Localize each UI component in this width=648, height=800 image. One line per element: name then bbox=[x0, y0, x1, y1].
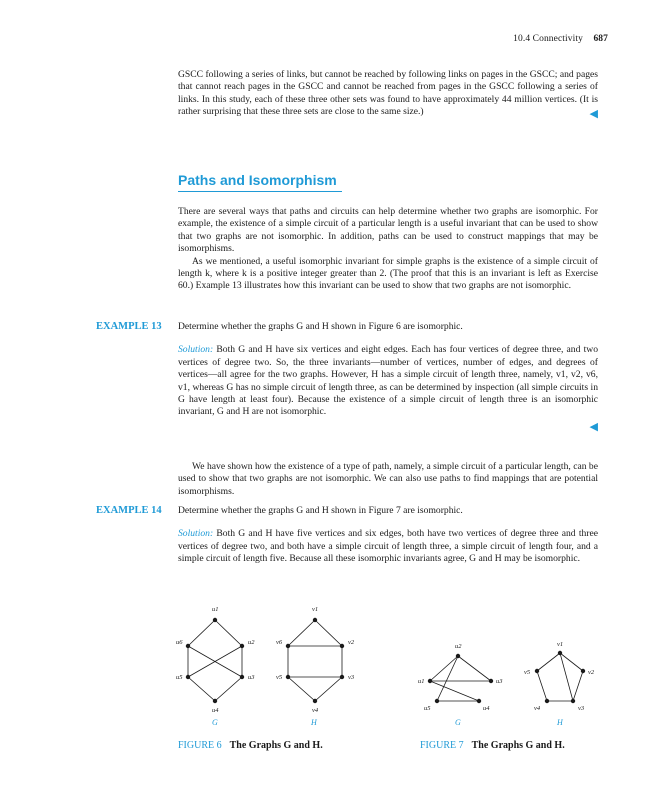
vertex bbox=[213, 699, 217, 703]
figure-6-caption bbox=[178, 740, 323, 751]
edge bbox=[573, 671, 583, 701]
vertex-label: u4 bbox=[483, 705, 490, 712]
vertex-label: u3 bbox=[496, 678, 503, 685]
edge bbox=[560, 653, 583, 671]
vertex-label: u6 bbox=[176, 639, 183, 646]
solution-label: Solution: bbox=[178, 344, 214, 356]
figures-svg bbox=[0, 595, 648, 760]
edge bbox=[537, 671, 547, 701]
vertex-label: v3 bbox=[578, 705, 585, 712]
vertex-label: v3 bbox=[348, 674, 355, 681]
edge bbox=[560, 653, 573, 701]
figure-7-g-name: G bbox=[455, 718, 461, 727]
section-paragraph-1: There are several ways that paths and circuits can help determine whether two graphs are isomorphic. For example, the existence of a simple circuit of a particular length is a useful invariant that can be used to show that two graphs are not isomorphic. In addition, paths can be used to construct mappings that may be isomorphisms. bbox=[178, 206, 598, 255]
vertex-label: u5 bbox=[176, 674, 183, 681]
section-title-rule bbox=[178, 191, 342, 192]
vertex bbox=[286, 675, 290, 679]
figure-6-graph-h bbox=[288, 620, 342, 701]
edge bbox=[288, 677, 315, 701]
vertex bbox=[456, 654, 460, 658]
figure-7-graph-h bbox=[537, 653, 583, 701]
end-of-example-marker-2: ◀ bbox=[589, 421, 598, 433]
edge bbox=[215, 677, 242, 701]
figure-6-g-name: G bbox=[212, 718, 218, 727]
edge bbox=[315, 677, 342, 701]
header-section: 10.4 Connectivity bbox=[513, 34, 583, 44]
vertex bbox=[340, 675, 344, 679]
vertex bbox=[558, 651, 562, 655]
edge bbox=[315, 620, 342, 646]
figure-7-g-labels bbox=[418, 643, 503, 712]
example-13-body bbox=[178, 321, 598, 419]
vertex bbox=[581, 669, 585, 673]
figure-6-g-vertices bbox=[186, 618, 244, 703]
vertex-label: v6 bbox=[276, 639, 283, 646]
vertex bbox=[340, 644, 344, 648]
vertex-label: u5 bbox=[424, 705, 431, 712]
page-number: 687 bbox=[593, 34, 608, 44]
section-paragraph-2: As we mentioned, a useful isomorphic invariant for simple graphs is the existence of a simple circuit of length k, where k is a positive integer greater than 2. (The proof that this is an invariant is left as Exercise 60.) Example 13 illustrates how this invariant can be used to show that two graphs are not isomorphic. bbox=[178, 255, 598, 292]
figure-7-h-vertices bbox=[535, 651, 585, 703]
figure-6-label: FIGURE 6 bbox=[178, 740, 222, 751]
vertex bbox=[435, 699, 439, 703]
edge bbox=[288, 620, 315, 646]
intro-block bbox=[178, 69, 598, 119]
figure-7-caption-text: The Graphs G and H. bbox=[471, 740, 565, 751]
vertex-label: u2 bbox=[455, 643, 462, 650]
vertex bbox=[286, 644, 290, 648]
figure-7-h-name: H bbox=[557, 718, 563, 727]
vertex bbox=[313, 699, 317, 703]
vertex bbox=[477, 699, 481, 703]
vertex bbox=[186, 675, 190, 679]
vertex-label: v2 bbox=[348, 639, 355, 646]
figure-6-h-name: H bbox=[311, 718, 317, 727]
section-body bbox=[178, 206, 598, 293]
vertex-label: v4 bbox=[534, 705, 541, 712]
vertex bbox=[240, 675, 244, 679]
vertex bbox=[186, 644, 190, 648]
bridge-block bbox=[178, 461, 598, 498]
example-14-label: EXAMPLE 14 bbox=[96, 505, 162, 516]
edge bbox=[188, 677, 215, 701]
example-14-solution-text: Both G and H have five vertices and six edges, both have two vertices of degree three and three vertices of degree two, and both have a simple circuit of length three, a simple circuit of length four, and a simple circuit of length five. Because all these isomorphic invariants agree, G and H may be isomorphic. bbox=[178, 528, 598, 565]
vertex bbox=[571, 699, 575, 703]
figure-7-label: FIGURE 7 bbox=[420, 740, 464, 751]
solution-label: Solution: bbox=[178, 528, 214, 540]
vertex bbox=[535, 669, 539, 673]
example-13-question: Determine whether the graphs G and H shown in Figure 6 are isomorphic. bbox=[178, 321, 463, 332]
vertex bbox=[489, 679, 493, 683]
vertex-label: v4 bbox=[312, 707, 319, 714]
intro-paragraph: GSCC following a series of links, but cannot be reached by following links on pages in the GSCC; and pages that cannot reach pages in the GSCC and cannot be reached from pages in the GSCC following a series of links. In this study, each of these three other sets was found to have approximately 44 million vertices. (It is rather surprising that these three sets are close to the same size.) bbox=[178, 69, 598, 118]
example-13-solution bbox=[178, 344, 598, 418]
section-title: Paths and Isomorphism bbox=[178, 172, 337, 188]
vertex-label: u3 bbox=[248, 674, 255, 681]
vertex-label: u1 bbox=[418, 678, 425, 685]
vertex-label: v2 bbox=[588, 669, 595, 676]
vertex-label: u1 bbox=[212, 606, 219, 613]
example-13-solution-text: Both G and H have six vertices and eight edges. Each has four vertices of degree three, and two vertices of degree two. So, the three invariants—number of vertices, number of edges, and degrees of vertices—all agree for the two graphs. However, H has a simple circuit of length three, namely, v1, v2, v6, v1, whereas G has no simple circuit of length three, as can be determined by inspection (all simple circuits in G have length at least four). Because the existence of a simple circuit of length three is an isomorphic invariant, G and H are not isomorphic. bbox=[178, 344, 598, 418]
figure-6-graph-g bbox=[188, 620, 242, 701]
edge bbox=[437, 656, 458, 701]
vertex bbox=[213, 618, 217, 622]
vertex-label: u2 bbox=[248, 639, 255, 646]
running-header bbox=[513, 34, 608, 44]
vertex bbox=[545, 699, 549, 703]
vertex-label: v5 bbox=[524, 669, 531, 676]
bridge-paragraph: We have shown how the existence of a type of path, namely, a simple circuit of a particular length, can be used to show that two graphs are not isomorphic. We can also use paths to find mappings that are potential isomorphisms. bbox=[178, 461, 598, 497]
figure-7-graph-g bbox=[430, 656, 491, 701]
edge bbox=[215, 620, 242, 646]
edge bbox=[430, 656, 458, 681]
figure-6-h-vertices bbox=[286, 618, 344, 703]
edge bbox=[430, 681, 479, 701]
vertex bbox=[428, 679, 432, 683]
figure-7-g-vertices bbox=[428, 654, 493, 703]
example-14-body bbox=[178, 505, 598, 566]
figure-6-caption-text: The Graphs G and H. bbox=[229, 740, 323, 751]
vertex bbox=[313, 618, 317, 622]
edge bbox=[458, 656, 491, 681]
edge bbox=[537, 653, 560, 671]
vertex-label: v1 bbox=[312, 606, 319, 613]
vertex-label: u4 bbox=[212, 707, 219, 714]
example-14-question: Determine whether the graphs G and H shown in Figure 7 are isomorphic. bbox=[178, 505, 463, 516]
example-14-solution bbox=[178, 528, 598, 565]
edge bbox=[188, 620, 215, 646]
end-of-example-marker-1: ◀ bbox=[589, 107, 598, 120]
vertex bbox=[240, 644, 244, 648]
vertex-label: v1 bbox=[557, 641, 564, 648]
vertex-label: v5 bbox=[276, 674, 283, 681]
example-13-label: EXAMPLE 13 bbox=[96, 321, 162, 332]
figure-7-caption bbox=[420, 740, 565, 751]
